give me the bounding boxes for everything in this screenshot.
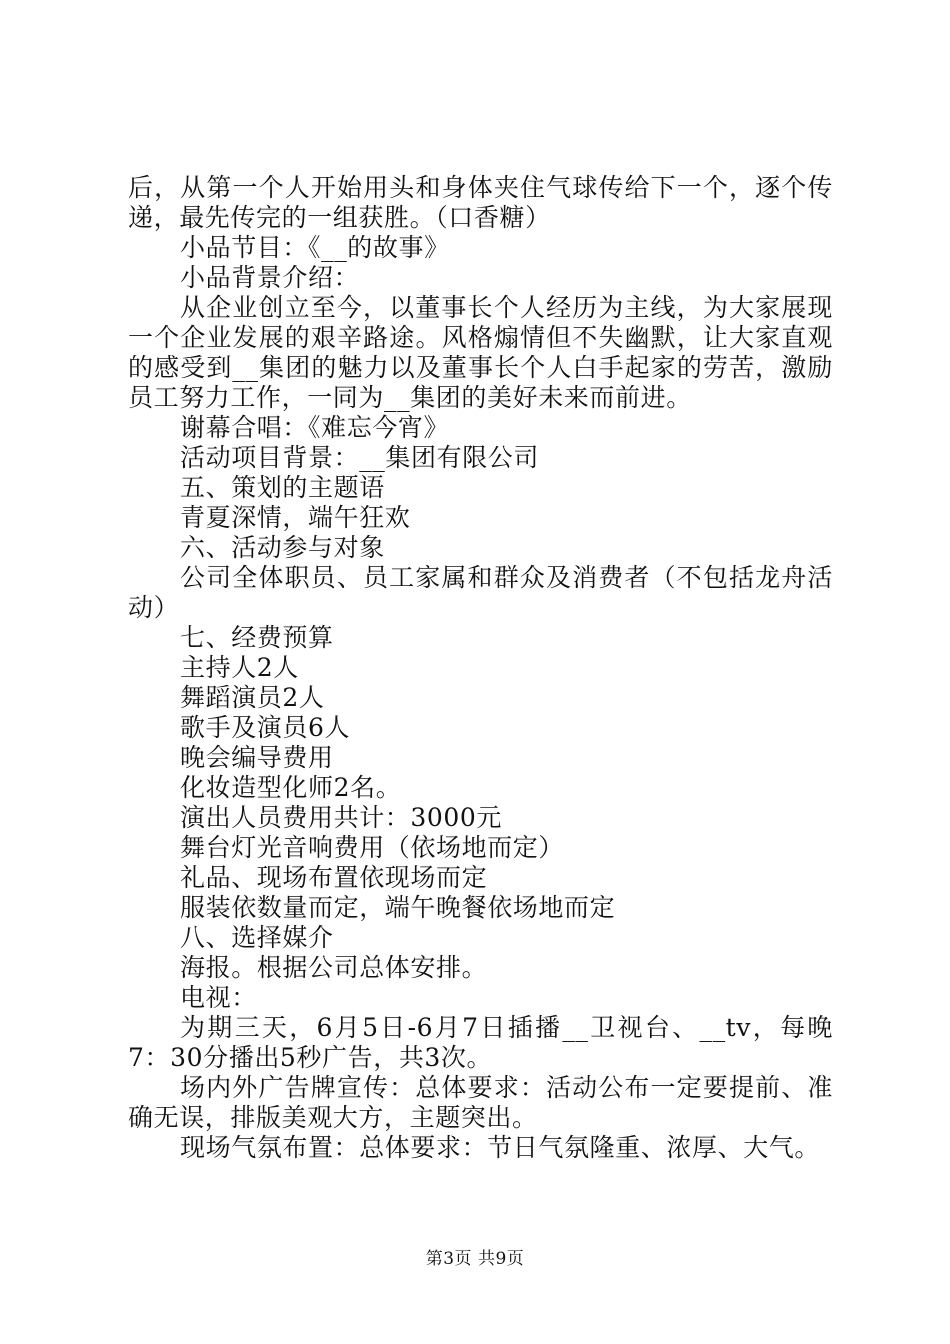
paragraph: 小品背景介绍： [180, 263, 360, 292]
paragraph: 谢幕合唱：《难忘今宵》 [180, 413, 450, 442]
paragraph: 电视： [180, 983, 257, 1012]
document-body [128, 173, 833, 1163]
paragraph: 后，从第一个人开始用头和身体夹住气球传给下一个，逐个传递，最先传完的一组获胜。（口香糖） [128, 173, 833, 232]
paragraph: 八、选择媒介 [180, 923, 334, 952]
paragraph: 化妆造型化师2名。 [180, 773, 402, 802]
paragraph: 为期三天，6月5日-6月7日插播__卫视台、__tv，每晚7：30分播出5秒广告，共3次。 [128, 1013, 833, 1072]
paragraph: 舞蹈演员2人 [180, 683, 325, 712]
paragraph: 场内外广告牌宣传：总体要求：活动公布一定要提前、准确无误，排版美观大方，主题突出。 [128, 1073, 833, 1132]
paragraph: 歌手及演员6人 [180, 713, 351, 742]
paragraph: 六、活动参与对象 [180, 533, 385, 562]
paragraph: 演出人员费用共计：3000元 [180, 803, 503, 832]
paragraph: 服装依数量而定，端午晚餐依场地而定 [180, 893, 616, 922]
paragraph: 现场气氛布置：总体要求：节日气氛隆重、浓厚、大气。 [180, 1133, 821, 1162]
paragraph: 从企业创立至今，以董事长个人经历为主线，为大家展现一个企业发展的艰辛路途。风格煽情但不失幽默，让大家直观的感受到__集团的魅力以及董事长个人白手起家的劳苦，激励员工努力工作，一同为__集团的美好未来而前进。 [128, 293, 833, 412]
paragraph: 主持人2人 [180, 653, 299, 682]
paragraph: 礼品、现场布置依现场而定 [180, 863, 488, 892]
paragraph: 海报。根据公司总体安排。 [180, 953, 488, 982]
paragraph: 七、经费预算 [180, 623, 334, 652]
paragraph: 公司全体职员、员工家属和群众及消费者（不包括龙舟活动） [128, 563, 833, 622]
paragraph: 五、策划的主题语 [180, 473, 385, 502]
paragraph: 青夏深情，端午狂欢 [180, 503, 411, 532]
paragraph: 舞台灯光音响费用（依场地而定） [180, 833, 565, 862]
paragraph: 小品节目：《__的故事》 [180, 233, 450, 262]
paragraph: 晚会编导费用 [180, 743, 334, 772]
page-footer: 第3页 共9页 [425, 1249, 525, 1269]
paragraph: 活动项目背景：__集团有限公司 [180, 443, 540, 472]
